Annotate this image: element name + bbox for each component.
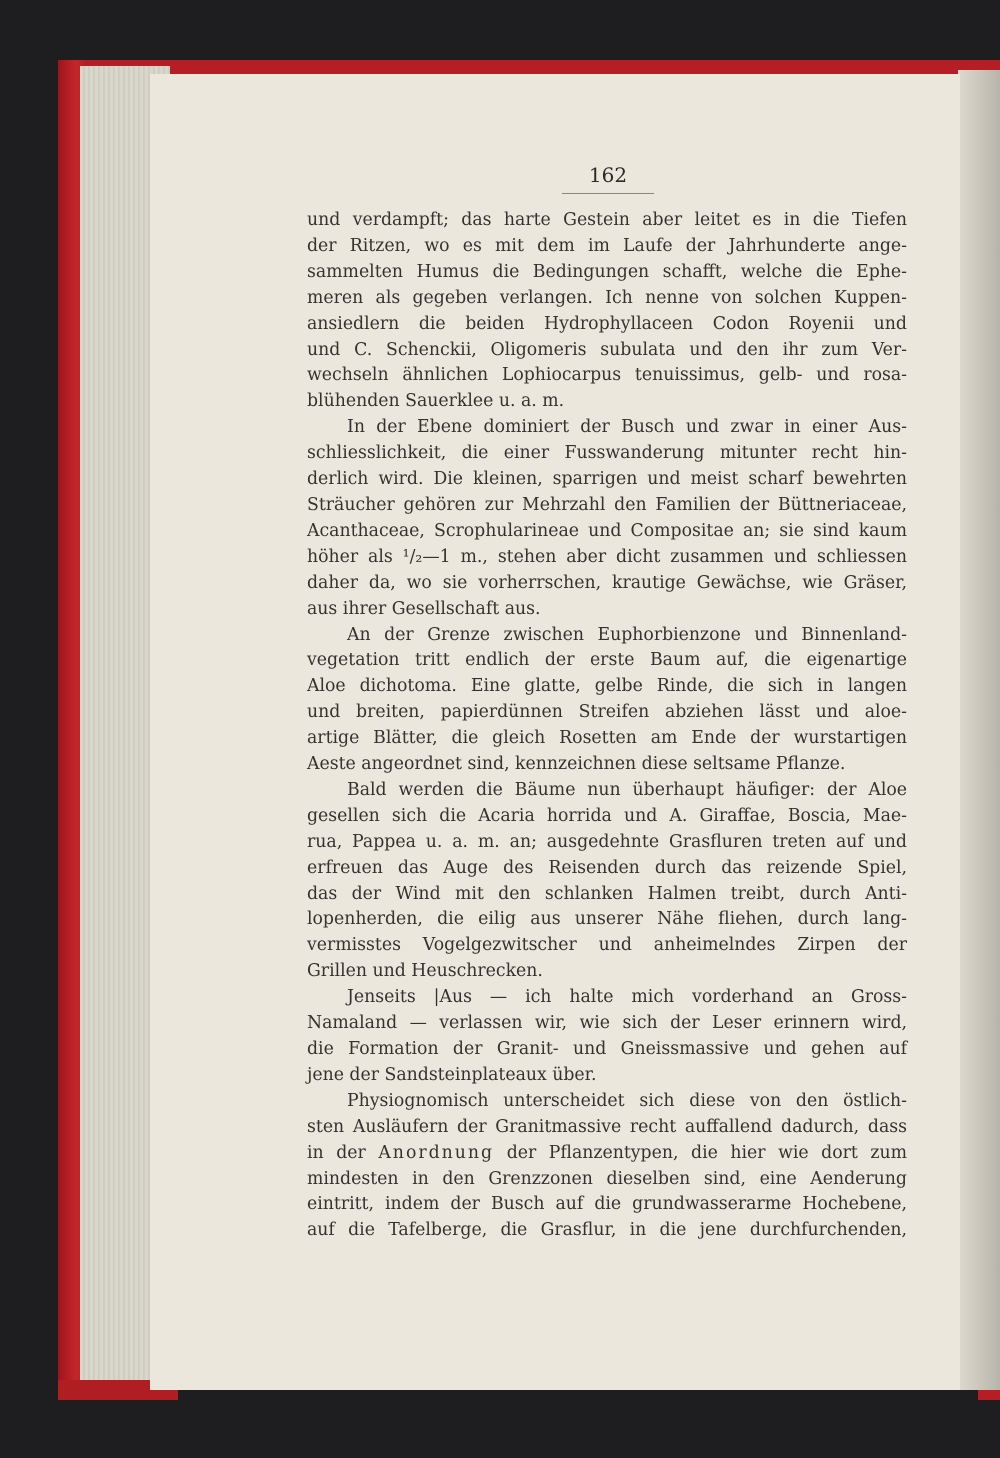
text-line: vegetation tritt endlich der erste Baum auf, die eigenartige: [307, 650, 907, 671]
text-fragment: in der: [307, 1142, 366, 1163]
text-line: blühenden Sauerklee u. a. m.: [307, 391, 565, 412]
text-line: meren als gegeben verlangen. Ich nenne von solchen Kuppen-: [307, 287, 907, 308]
emphasized-word: Anordnung: [378, 1142, 495, 1163]
text-line: erfreuen das Auge des Reisenden durch das reizende Spiel,: [307, 857, 907, 878]
text-line: daher da, wo sie vorherrschen, krautige Gewächse, wie Gräser,: [307, 572, 907, 593]
text-line: An der Grenze zwischen Euphorbienzone und Binnenland-: [347, 624, 907, 645]
text-line: Physiognomisch unterscheidet sich diese von den östlich-: [347, 1090, 907, 1111]
text-line: höher als ¹/₂—1 m., stehen aber dicht zusammen und schliessen: [307, 546, 907, 567]
text-line: [307, 1141, 907, 1167]
text-line: der Ritzen, wo es mit dem im Laufe der Jahrhunderte ange-: [307, 235, 907, 256]
text-line: und C. Schenckii, Oligomeris subulata und den ihr zum Ver-: [307, 339, 907, 360]
text-line: Aeste angeordnet sind, kennzeichnen diese seltsame Pflanze.: [307, 754, 846, 775]
text-line: aus ihrer Gesellschaft aus.: [307, 598, 541, 619]
text-line: Grillen und Heuschrecken.: [307, 961, 543, 982]
text-line: das der Wind mit den schlanken Halmen treibt, durch Anti-: [307, 883, 907, 904]
text-line: die Formation der Granit- und Gneissmassive und gehen auf: [307, 1039, 907, 1059]
text-line: In der Ebene dominiert der Busch und zwar in einer Aus-: [347, 417, 907, 438]
text-line: Jenseits |Aus — ich halte mich vorderhand an Gross-: [347, 987, 907, 1008]
page-edges-right: [958, 70, 1000, 1390]
text-line: lopenherden, die eilig aus unserer Nähe fliehen, durch lang-: [307, 909, 907, 930]
text-line: wechseln ähnlichen Lophiocarpus tenuissimus, gelb- und rosa-: [307, 365, 907, 386]
text-line: Namaland — verlassen wir, wie sich der Leser erinnern wird,: [307, 1013, 907, 1034]
text-line: jene der Sandsteinplateaux über.: [307, 1064, 597, 1085]
page-number: 162: [562, 163, 654, 194]
text-line: Aloe dichotoma. Eine glatte, gelbe Rinde, die sich in langen: [307, 676, 907, 697]
text-line: rua, Pappea u. a. m. an; ausgedehnte Grasfluren treten auf und: [307, 831, 907, 852]
text-line: und breiten, papierdünnen Streifen abziehen lässt und aloe-: [307, 702, 907, 723]
text-line: derlich wird. Die kleinen, sparrigen und meist scharf bewehrten: [307, 469, 907, 490]
body-text: [307, 208, 907, 1244]
text-line: vermisstes Vogelgezwitscher und anheimelndes Zirpen der: [307, 935, 907, 956]
text-line: Bald werden die Bäume nun überhaupt häufiger: der Aloe: [347, 779, 907, 800]
text-line: ansiedlern die beiden Hydrophyllaceen Codon Royenii und: [307, 313, 907, 334]
text-line: eintritt, indem der Busch auf die grundwasserarme Hochebene,: [307, 1194, 907, 1215]
text-line: Sträucher gehören zur Mehrzahl den Familien der Büttneriaceae,: [307, 494, 907, 515]
text-line: schliesslichkeit, die einer Fusswanderung mitunter recht hin-: [307, 443, 907, 464]
text-line: sten Ausläufern der Granitmassive recht auffallend dadurch, dass: [307, 1116, 907, 1137]
text-line: sammelten Humus die Bedingungen schafft, welche die Ephe-: [307, 261, 907, 282]
text-line: mindesten in den Grenzzonen dieselben sind, eine Aenderung: [307, 1168, 907, 1189]
text-line: artige Blätter, die gleich Rosetten am Ende der wurstartigen: [307, 728, 907, 749]
text-line: auf die Tafelberge, die Grasflur, in die jene durchfurchenden,: [307, 1220, 907, 1241]
text-fragment: der Pflanzentypen, die hier wie dort zum: [506, 1142, 908, 1163]
text-line: Acanthaceae, Scrophularineae und Compositae an; sie sind kaum: [307, 520, 907, 541]
text-line: gesellen sich die Acaria horrida und A. Giraffae, Boscia, Mae-: [307, 805, 907, 826]
text-line: und verdampft; das harte Gestein aber leitet es in die Tiefen: [307, 210, 907, 230]
